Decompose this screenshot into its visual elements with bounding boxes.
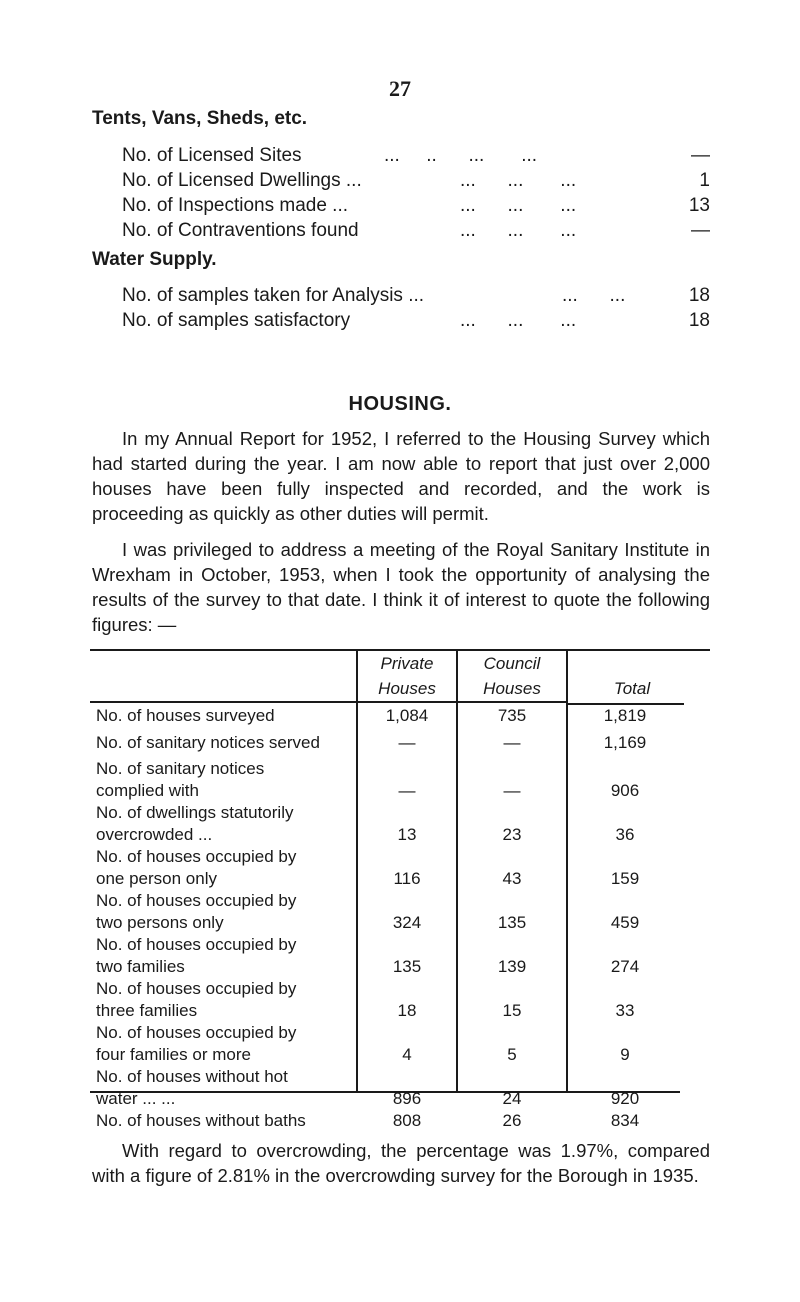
cell-private: — bbox=[398, 733, 416, 752]
cell-total: 159 bbox=[610, 869, 640, 888]
row-label-line: No. of dwellings statutorily bbox=[96, 803, 294, 822]
row-label-line: four families or more bbox=[96, 1045, 251, 1064]
row-label-line: two families bbox=[96, 957, 185, 976]
item-value: — bbox=[691, 145, 710, 166]
cell-private: 18 bbox=[397, 1001, 417, 1020]
cell-council: 135 bbox=[497, 913, 527, 932]
cell-council: 26 bbox=[502, 1111, 522, 1130]
list-item bbox=[122, 308, 710, 333]
cell-total: 274 bbox=[610, 957, 640, 976]
row-label-line: three families bbox=[96, 1001, 198, 1020]
row-label-line: No. of houses occupied by bbox=[96, 979, 297, 998]
cell-council: 5 bbox=[507, 1045, 517, 1064]
item-label: No. of Contraventions found bbox=[122, 220, 359, 241]
list-item bbox=[122, 193, 710, 218]
cell-council: 24 bbox=[502, 1089, 522, 1108]
housing-title: HOUSING. bbox=[348, 393, 452, 415]
leader-dots: ... ... ... bbox=[460, 310, 577, 331]
tents-list bbox=[122, 143, 710, 243]
cell-private: 896 bbox=[392, 1089, 422, 1108]
row-label bbox=[96, 1066, 354, 1110]
row-label-line: No. of houses without baths bbox=[96, 1111, 306, 1130]
cell-total: 1,169 bbox=[603, 733, 647, 752]
item-label: No. of samples satisfactory bbox=[122, 310, 351, 331]
cell-total: 906 bbox=[610, 781, 640, 800]
leader-dots: ... .. ... ... bbox=[384, 145, 538, 166]
cell-council: 15 bbox=[502, 1001, 522, 1020]
tents-heading: Tents, Vans, Sheds, etc. bbox=[92, 108, 308, 129]
cell-private: — bbox=[398, 781, 416, 800]
cell-council: 23 bbox=[502, 825, 522, 844]
header-private-houses: Private Houses bbox=[378, 654, 436, 698]
row-label-line: No. of houses occupied by bbox=[96, 935, 297, 954]
row-label-line: complied with bbox=[96, 781, 199, 800]
leader-dots: ... ... ... bbox=[460, 170, 577, 191]
row-label-line: No. of houses surveyed bbox=[96, 706, 275, 725]
page-number: 27 bbox=[389, 76, 411, 101]
cell-private: 135 bbox=[392, 957, 422, 976]
cell-private: 4 bbox=[402, 1045, 412, 1064]
list-item bbox=[122, 218, 710, 243]
cell-total: 920 bbox=[610, 1089, 640, 1108]
housing-survey-table bbox=[90, 649, 710, 1130]
item-label: No. of Licensed Sites bbox=[122, 145, 302, 166]
row-label bbox=[96, 705, 354, 727]
housing-paragraph-2 bbox=[92, 537, 710, 637]
cell-council: 43 bbox=[502, 869, 522, 888]
header-total: Total bbox=[613, 679, 651, 698]
item-label: No. of Licensed Dwellings ... bbox=[122, 170, 362, 191]
cell-total: 459 bbox=[610, 913, 640, 932]
row-label-line: one person only bbox=[96, 869, 217, 888]
item-value: 13 bbox=[688, 195, 710, 216]
list-item bbox=[122, 143, 710, 168]
row-label-line: No. of sanitary notices served bbox=[96, 733, 320, 752]
row-label-line: overcrowded ... bbox=[96, 825, 213, 844]
cell-council: 139 bbox=[497, 957, 527, 976]
water-heading: Water Supply. bbox=[92, 249, 217, 270]
cell-council: 735 bbox=[497, 706, 527, 725]
row-label bbox=[96, 846, 354, 890]
item-value: 1 bbox=[699, 170, 710, 191]
leader-dots: ... ... bbox=[562, 285, 626, 306]
row-label bbox=[96, 802, 354, 846]
cell-private: 13 bbox=[397, 825, 417, 844]
item-label: No. of samples taken for Analysis ... bbox=[122, 285, 425, 306]
cell-total: 834 bbox=[610, 1111, 640, 1130]
cell-total: 33 bbox=[615, 1001, 635, 1020]
item-value: 18 bbox=[688, 310, 710, 331]
item-label: No. of Inspections made ... bbox=[122, 195, 349, 216]
row-label bbox=[96, 758, 354, 802]
leader-dots: ... ... ... bbox=[460, 195, 577, 216]
paragraph-text: With regard to overcrowding, the percentage was 1.97%, compared with a figure of 2.81% in the overcrowding survey for the Borough in 1935. bbox=[92, 1140, 710, 1186]
row-label-line: two persons only bbox=[96, 913, 224, 932]
item-value: 18 bbox=[688, 285, 710, 306]
row-label bbox=[96, 934, 354, 978]
header-council-houses: Council Houses bbox=[483, 654, 541, 698]
row-label bbox=[96, 978, 354, 1022]
row-label-line: No. of houses occupied by bbox=[96, 1023, 297, 1042]
row-label bbox=[96, 1022, 354, 1066]
paragraph-text: I was privileged to address a meeting of the Royal Sanitary Institute in Wrexham in October, 1953, when I took the opportunity of analysing the results of the survey to that date. I think it of interest to quote the following figures: — bbox=[92, 539, 710, 635]
row-label bbox=[96, 1110, 354, 1132]
cell-council: — bbox=[503, 733, 521, 752]
water-list bbox=[122, 283, 710, 333]
header-rule bbox=[90, 701, 358, 703]
header-rule bbox=[358, 701, 458, 703]
item-value: — bbox=[691, 220, 710, 241]
list-item bbox=[122, 283, 710, 308]
cell-private: 324 bbox=[392, 913, 422, 932]
row-label-line: water ... ... bbox=[96, 1089, 176, 1108]
row-label-line: No. of houses occupied by bbox=[96, 847, 297, 866]
cell-private: 116 bbox=[393, 869, 421, 888]
cell-total: 1,819 bbox=[603, 706, 647, 725]
row-label-line: No. of houses without hot bbox=[96, 1067, 288, 1086]
row-label-line: No. of sanitary notices bbox=[96, 759, 265, 778]
footer-paragraph bbox=[92, 1138, 710, 1188]
row-label-line: No. of houses occupied by bbox=[96, 891, 297, 910]
cell-total: 36 bbox=[615, 825, 635, 844]
cell-private: 1,084 bbox=[385, 706, 429, 725]
cell-council: — bbox=[503, 781, 521, 800]
list-item bbox=[122, 168, 710, 193]
leader-dots: ... ... ... bbox=[460, 220, 577, 241]
header-rule bbox=[458, 701, 568, 703]
paragraph-text: In my Annual Report for 1952, I referred to the Housing Survey which had started during the year. I am now able to report that just over 2,000 houses have been fully inspected and recorded, and the work is proceeding as quickly as other duties will permit. bbox=[92, 428, 710, 524]
housing-paragraph-1 bbox=[92, 426, 710, 526]
row-label bbox=[96, 890, 354, 934]
row-label bbox=[96, 732, 354, 754]
cell-total: 9 bbox=[620, 1045, 630, 1064]
cell-private: 808 bbox=[392, 1111, 422, 1130]
